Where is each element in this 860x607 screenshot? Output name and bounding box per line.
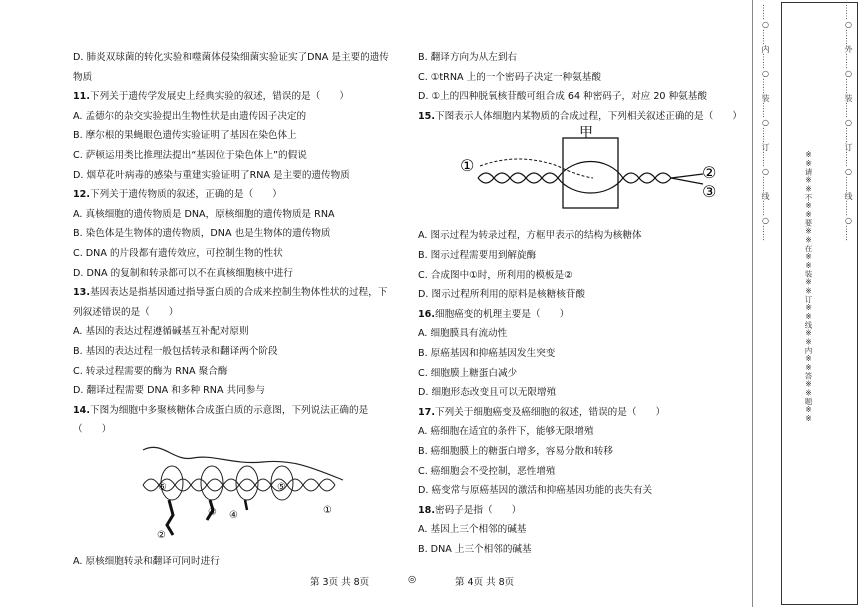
q13-option-c: C. 转录过程需要的酶为 RNA 聚合酶 [73,365,228,377]
question-stem: 下列关于遗传学发展史上经典实验的叙述，错误的是（ ） [90,91,350,103]
q11-option-b: B. 摩尔根的果蝇眼色遗传实验证明了基因在染色体上 [73,130,297,142]
q10-option-d: D. 肺炎双球菌的转化实验和噬菌体侵染细菌实验证实了DNA 是主要的遗传 [73,52,389,63]
question-14-cont: （ ） [73,424,112,436]
q13-option-b: B. 基因的表达过程一般包括转录和翻译两个阶段 [73,345,278,357]
q14-option-c: C. ①tRNA 上的一个密码子决定一种氨基酸 [418,71,601,83]
figure-label-3: ③ [208,506,217,518]
question-18 [418,501,750,521]
figure-label-1: ① [460,156,475,176]
right-column [418,48,750,559]
question-13 [73,283,408,303]
q15-option-c: C. 合成图中①时，所利用的模板是② [418,269,573,281]
question-stem: 下图表示人体细胞内某物质的合成过程，下列相关叙述正确的是（ ） [435,110,742,122]
question-14 [73,401,408,421]
figure-label-3: ③ [702,182,717,202]
binding-warning: ※※请※※不※※要※※在※※装※※订※※线※※内※※答※※题※※ [804,150,813,423]
q10-option-d-cont: 物质 [73,71,93,83]
q16-option-b: B. 原癌基因和抑癌基因发生突变 [418,347,556,359]
q14-option-b: B. 翻译方向为从左到右 [418,52,518,63]
question-number: 14. [73,404,90,416]
question-stem: 下列关于细胞癌变及癌细胞的叙述，错误的是（ ） [435,406,666,418]
question-number: 16. [418,308,435,320]
question-number: 18. [418,504,435,516]
q12-option-d: D. DNA 的复制和转录都可以不在真核细胞核中进行 [73,267,293,279]
polyribosome-figure [73,440,408,552]
page-number-right: 第 4页 共 8页 [455,577,515,588]
q17-option-c: C. 癌细胞会不受控制，恶性增殖 [418,465,556,477]
binding-line-inner: ……○……内……○……装……○……订……○……线……○…… [761,4,770,241]
question-number: 13. [73,287,90,299]
q11-option-d: D. 烟草花叶病毒的感染与重建实验证明了RNA 是主要的遗传物质 [73,169,350,181]
question-stem: 密码子是指（ ） [435,504,522,516]
q14-option-a: A. 原核细胞转录和翻译可同时进行 [73,555,220,567]
question-number: 15. [418,110,435,122]
q13-option-a: A. 基因的表达过程遵循碱基互补配对原则 [73,326,249,338]
question-16 [418,305,750,325]
q16-option-d: D. 细胞形态改变且可以无限增殖 [418,387,557,399]
figure-label-5: ⑤ [277,481,286,493]
q17-option-d: D. 癌变常与原癌基因的激活和抑癌基因功能的丧失有关 [418,485,653,497]
figure-label-1: ① [323,504,332,516]
question-stem: 细胞癌变的机理主要是（ ） [435,308,570,320]
q12-option-c: C. DNA 的片段都有遗传效应，可控制生物的性状 [73,247,283,259]
question-stem: 下列关于遗传物质的叙述，正确的是（ ） [90,189,282,201]
transcription-diagram [418,126,750,226]
question-number: 11. [73,91,90,103]
q11-option-c: C. 萨顿运用类比推理法提出“基因位于染色体上”的假说 [73,149,307,161]
q11-option-a: A. 孟德尔的杂交实验提出生物性状是由遗传因子决定的 [73,110,307,122]
question-stem: 基因表达是指基因通过指导蛋白质的合成来控制生物体性状的过程，下 [90,287,388,299]
q18-option-a: A. 基因上三个相邻的碱基 [418,524,527,536]
q17-option-a: A. 癌细胞在适宜的条件下，能够无限增殖 [418,426,594,438]
question-11 [73,87,408,107]
q17-option-b: B. 癌细胞膜上的糖蛋白增多，容易分散和转移 [418,445,613,457]
q12-option-b: B. 染色体是生物体的遗传物质，DNA 也是生物体的遗传物质 [73,228,331,240]
binding-line-outer: ……○……外……○……装……○……订……○……线……○…… [844,4,853,241]
box-label-jia: 甲 [579,126,593,142]
question-13-cont: 列叙述错误的是（ ） [73,306,179,318]
question-15 [418,107,750,127]
page-number-left: 第 3页 共 8页 [310,577,370,588]
question-number: 12. [73,189,90,201]
q12-option-a: A. 真核细胞的遗传物质是 DNA，原核细胞的遗传物质是 RNA [73,208,335,220]
q15-option-d: D. 图示过程所利用的原料是核糖核苷酸 [418,289,585,301]
q15-option-a: A. 图示过程为转录过程，方框甲表示的结构为核糖体 [418,230,642,242]
figure-label-4: ④ [229,509,238,521]
q14-option-d: D. ①上的四种脱氧核苷酸可组合成 64 种密码子，对应 20 种氨基酸 [418,91,707,103]
q18-option-b: B. DNA 上三个相邻的碱基 [418,543,532,555]
figure-label-6: ⑥ [158,481,167,493]
figure-label-2: ② [702,163,717,183]
figure-label-2: ② [157,529,166,541]
question-stem: 下图为细胞中多聚核糖体合成蛋白质的示意图，下列说法正确的是 [90,404,369,416]
transcription-figure [418,126,750,226]
q15-option-b: B. 图示过程需要用到解旋酶 [418,249,537,261]
q16-option-c: C. 细胞膜上糖蛋白减少 [418,367,518,379]
q16-option-a: A. 细胞膜具有流动性 [418,328,508,340]
left-column [73,48,408,571]
question-17 [418,403,750,423]
q13-option-d: D. 翻译过程需要 DNA 和多种 RNA 共同参与 [73,385,265,397]
polyribosome-diagram [73,440,408,552]
question-number: 17. [418,406,435,418]
page-divider: ◎ [408,574,417,585]
question-12 [73,185,408,205]
